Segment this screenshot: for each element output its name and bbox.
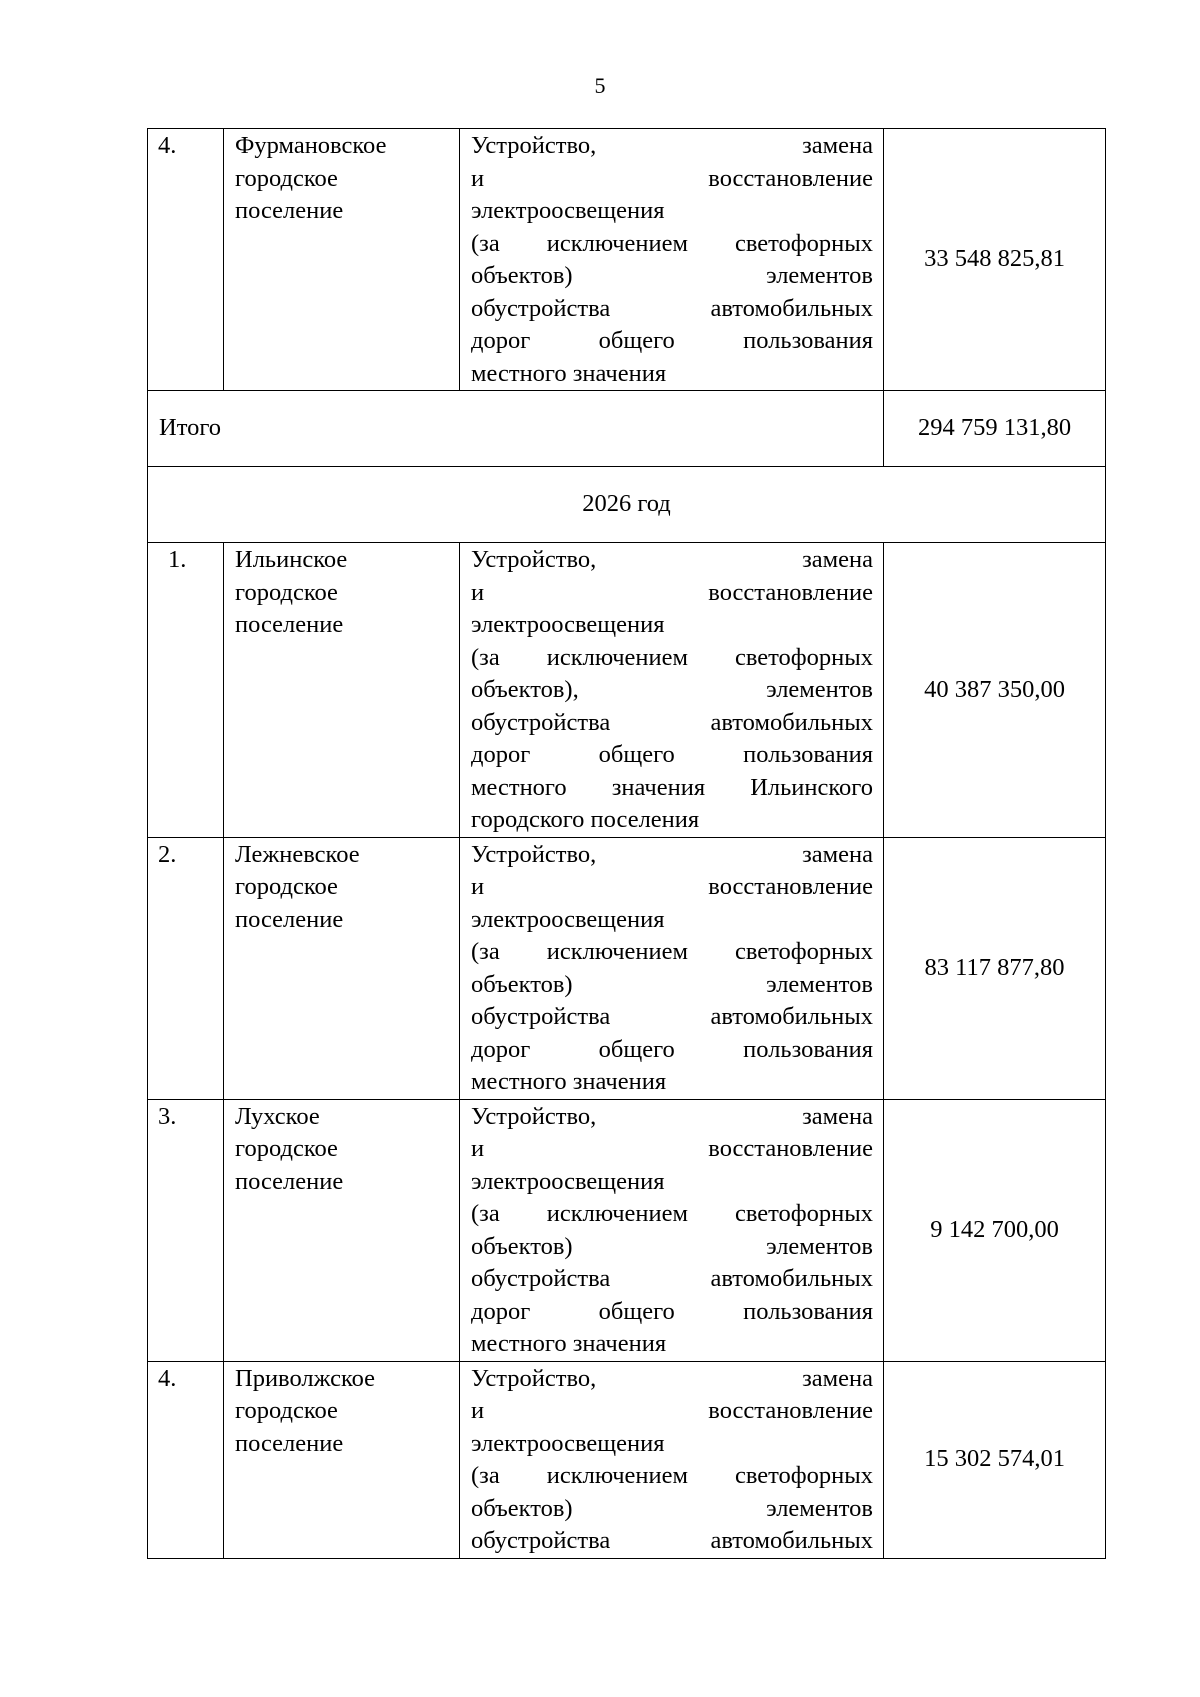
- total-label: Итого: [148, 391, 884, 467]
- description-line: и восстановление: [471, 1397, 873, 1424]
- settlement-name: [224, 129, 460, 391]
- description-line: (за исключением светофорных: [471, 229, 873, 257]
- description-line: и восстановление: [471, 873, 873, 900]
- description-line: и восстановление: [471, 578, 873, 606]
- total-amount: 294 759 131,80: [884, 391, 1106, 467]
- budget-table: [147, 128, 1106, 1559]
- description-line: (за исключением светофорных: [471, 1462, 873, 1489]
- description-line: местного значения: [471, 359, 667, 387]
- row-number: 3.: [148, 1099, 224, 1361]
- description-line: объектов) элементов: [471, 1494, 873, 1522]
- settlement-name-line: поселение: [235, 197, 344, 224]
- description-line: объектов), элементов: [471, 676, 873, 703]
- description-line: Устройство, замена: [471, 840, 873, 868]
- row-number: 1.: [148, 543, 224, 838]
- table-row: [148, 543, 1106, 838]
- year-label: 2026 год: [148, 467, 1106, 543]
- year-header-row: [148, 467, 1106, 543]
- description-line: (за исключением светофорных: [471, 1200, 873, 1227]
- description-line: и восстановление: [471, 164, 873, 192]
- description-line: электроосвещения: [471, 611, 665, 638]
- settlement-name-line: городское: [235, 873, 338, 900]
- amount-cell: 83 117 877,80: [884, 837, 1106, 1099]
- row-number: 4.: [148, 129, 224, 391]
- description-line: дорог общего пользования: [471, 1035, 873, 1063]
- description-line: обустройства автомобильных: [471, 708, 873, 736]
- description-line: Устройство, замена: [471, 1364, 873, 1392]
- description-line: обустройства автомобильных: [471, 1265, 873, 1292]
- description-line: обустройства автомобильных: [471, 1527, 873, 1554]
- settlement-name-line: Ильинское: [235, 546, 348, 573]
- settlement-name: [224, 1361, 460, 1558]
- description-line: объектов) элементов: [471, 262, 873, 289]
- settlement-name-line: городское: [235, 164, 338, 192]
- table-row: [148, 837, 1106, 1099]
- description-line: (за исключением светофорных: [471, 643, 873, 671]
- description-line: городского поселения: [471, 806, 700, 833]
- description-line: и восстановление: [471, 1135, 873, 1162]
- table-row: [148, 1361, 1106, 1558]
- settlement-name-line: поселение: [235, 611, 344, 638]
- work-description: [460, 1099, 884, 1361]
- description-line: электроосвещения: [471, 905, 665, 933]
- settlement-name-line: Фурмановское: [235, 132, 387, 159]
- description-line: Устройство, замена: [471, 1102, 873, 1130]
- description-line: обустройства автомобильных: [471, 294, 873, 322]
- amount-cell: 33 548 825,81: [884, 129, 1106, 391]
- settlement-name-line: городское: [235, 578, 338, 606]
- description-line: электроосвещения: [471, 197, 665, 224]
- total-row: [148, 391, 1106, 467]
- settlement-name: [224, 837, 460, 1099]
- settlement-name-line: Лежневское: [235, 840, 360, 868]
- amount-cell: 15 302 574,01: [884, 1361, 1106, 1558]
- settlement-name-line: Лухское: [235, 1102, 320, 1130]
- work-description: [460, 543, 884, 838]
- description-line: Устройство, замена: [471, 546, 873, 573]
- description-line: (за исключением светофорных: [471, 938, 873, 965]
- row-number: 2.: [148, 837, 224, 1099]
- description-line: электроосвещения: [471, 1167, 665, 1195]
- description-line: местного значения: [471, 1330, 667, 1357]
- work-description: [460, 837, 884, 1099]
- description-line: дорог общего пользования: [471, 327, 873, 354]
- settlement-name-line: городское: [235, 1397, 338, 1424]
- settlement-name-line: Приволжское: [235, 1364, 376, 1392]
- settlement-name-line: поселение: [235, 1167, 344, 1195]
- settlement-name-line: городское: [235, 1135, 338, 1162]
- description-line: объектов) элементов: [471, 970, 873, 998]
- description-line: электроосвещения: [471, 1429, 665, 1457]
- work-description: [460, 129, 884, 391]
- page-number: 5: [594, 73, 606, 98]
- amount-cell: 9 142 700,00: [884, 1099, 1106, 1361]
- row-number: 4.: [148, 1361, 224, 1558]
- settlement-name: [224, 543, 460, 838]
- settlement-name: [224, 1099, 460, 1361]
- description-line: обустройства автомобильных: [471, 1003, 873, 1030]
- table-row: [148, 129, 1106, 391]
- description-line: местного значения Ильинского: [471, 773, 873, 801]
- work-description: [460, 1361, 884, 1558]
- description-line: местного значения: [471, 1068, 667, 1095]
- description-line: Устройство, замена: [471, 132, 873, 159]
- settlement-name-line: поселение: [235, 1429, 344, 1457]
- description-line: дорог общего пользования: [471, 1297, 873, 1325]
- table-row: [148, 1099, 1106, 1361]
- amount-cell: 40 387 350,00: [884, 543, 1106, 838]
- settlement-name-line: поселение: [235, 905, 344, 933]
- description-line: объектов) элементов: [471, 1232, 873, 1260]
- description-line: дорог общего пользования: [471, 741, 873, 768]
